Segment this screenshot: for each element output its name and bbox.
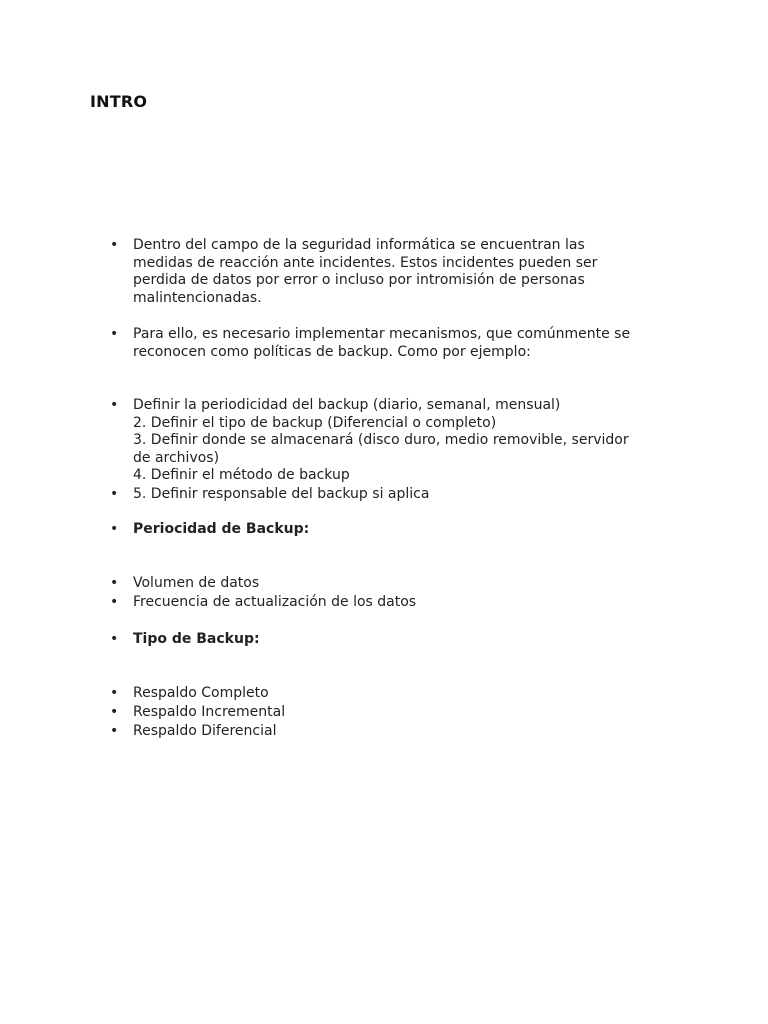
list-item-heading-tipo: Tipo de Backup: xyxy=(133,631,260,647)
bullet-icon: • xyxy=(110,685,119,701)
bullet-icon: • xyxy=(110,326,119,342)
bullet-icon: • xyxy=(110,575,119,591)
list-item-policies-paragraph: Para ello, es necesario implementar mecanismos, que comúnmente se reconocen como políticas de backup. Como por ejemplo: xyxy=(133,326,631,360)
bullet-icon: • xyxy=(110,397,119,413)
list-item-respaldo-completo: Respaldo Completo xyxy=(133,685,269,701)
list-item-steps: Definir la periodicidad del backup (diario, semanal, mensual) 2. Definir el tipo de backup (Diferencial o completo) 3. Definir donde se almacenará (disco duro, medio removible, servidor de archivos) 4. Definir el método de backup xyxy=(133,397,629,484)
list-item-respaldo-incremental: Respaldo Incremental xyxy=(133,704,286,720)
list-item-volumen: Volumen de datos xyxy=(133,575,260,591)
bullet-icon: • xyxy=(110,723,119,739)
bullet-icon: • xyxy=(110,237,119,253)
bullet-icon: • xyxy=(110,704,119,720)
list-item-heading-periodicidad: Periocidad de Backup: xyxy=(133,521,310,537)
list-item-step-5: 5. Definir responsable del backup si aplica xyxy=(133,486,430,502)
list-item-respaldo-diferencial: Respaldo Diferencial xyxy=(133,723,277,739)
page-title: INTRO xyxy=(90,92,148,111)
bullet-icon: • xyxy=(110,486,119,502)
bullet-icon: • xyxy=(110,521,119,537)
list-item-intro-paragraph: Dentro del campo de la seguridad informática se encuentran las medidas de reacción ante incidentes. Estos incidentes pueden ser perdida de datos por error o incluso por intromisión de personas malintencionadas. xyxy=(133,237,598,306)
list-item-frecuencia: Frecuencia de actualización de los datos xyxy=(133,594,417,610)
bullet-icon: • xyxy=(110,631,119,647)
bullet-icon: • xyxy=(110,594,119,610)
